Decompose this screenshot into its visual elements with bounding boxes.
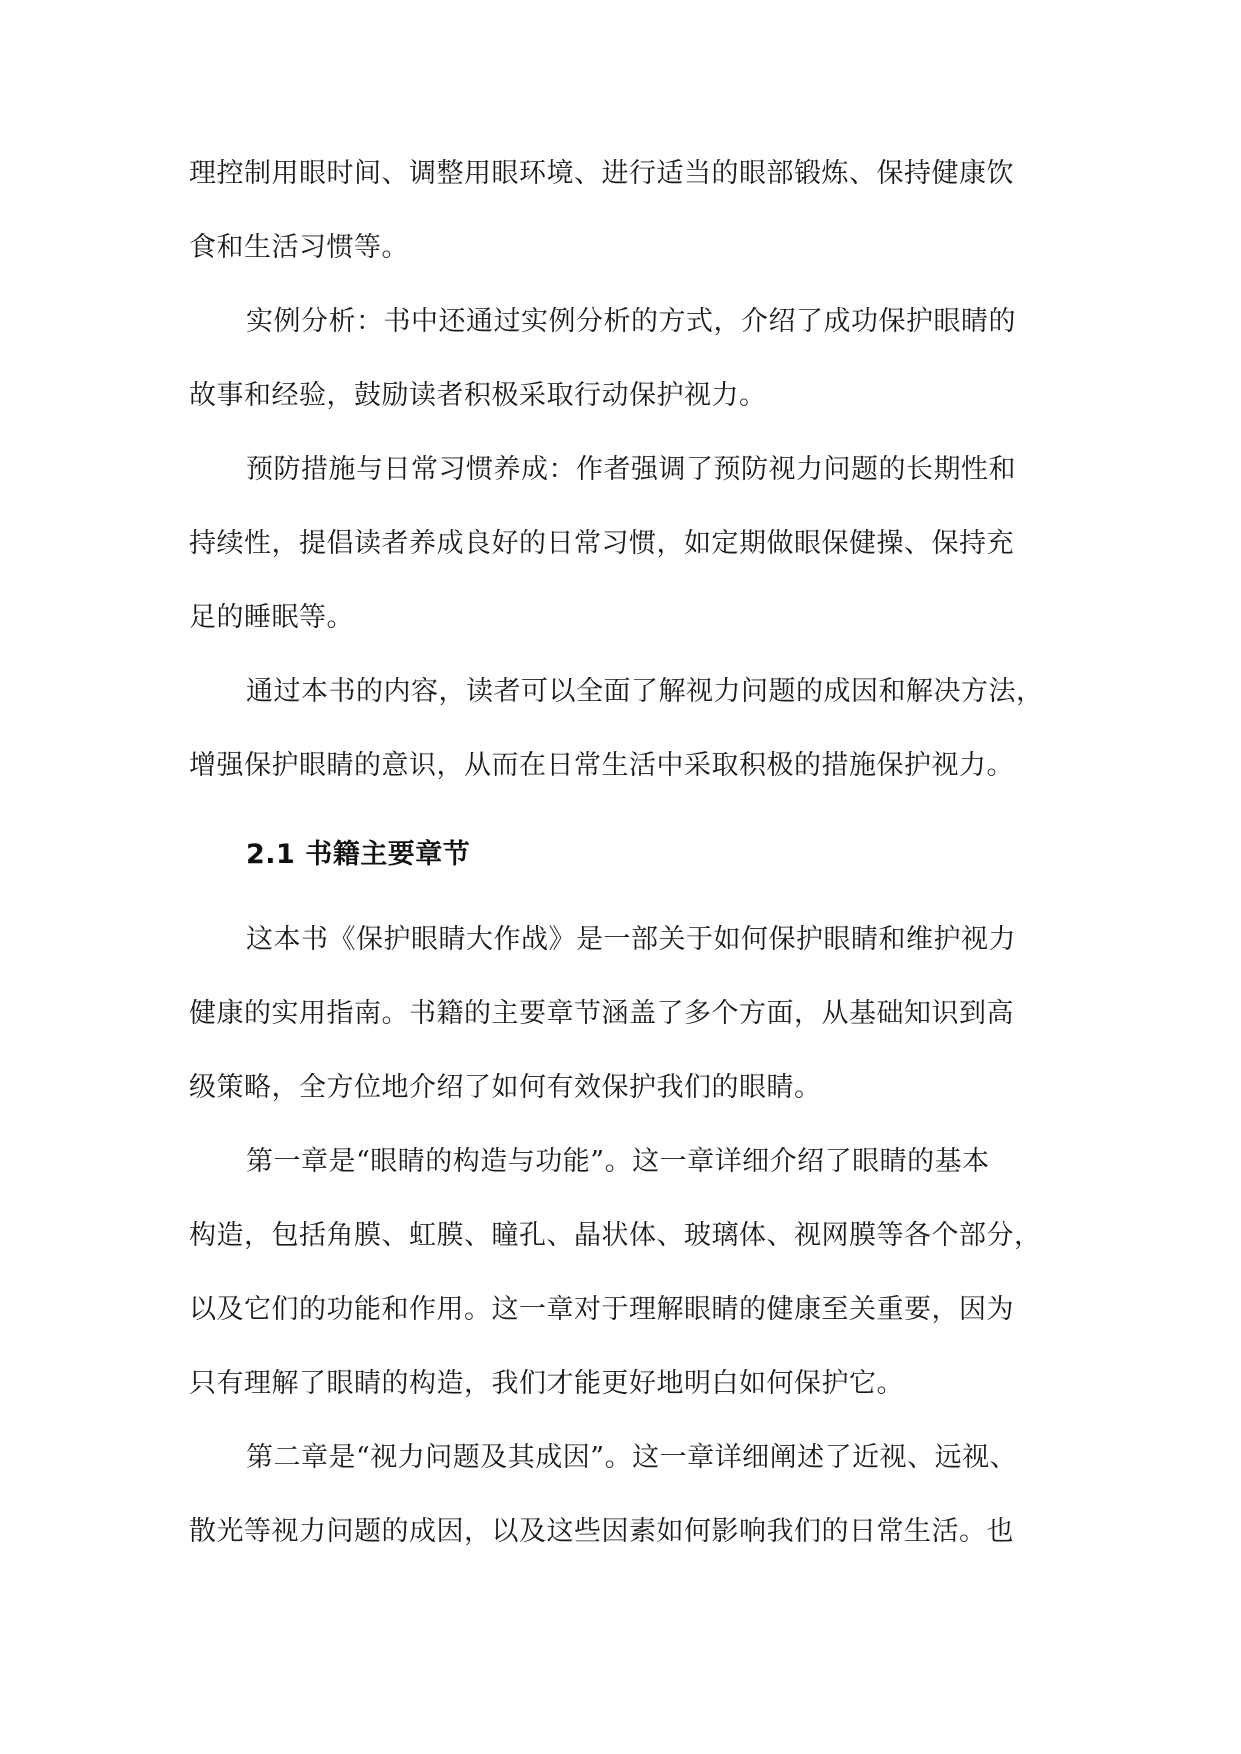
paragraph-first-line: 这本书《保护眼睛大作战》是一部关于如何保护眼睛和维护视力 [246, 924, 1016, 955]
body-line: 足的睡眠等。 [189, 602, 354, 633]
paragraph-first-line: 通过本书的内容，读者可以全面了解视力问题的成因和解决方法， [246, 676, 1044, 707]
body-line: 以及它们的功能和作用。这一章对于理解眼睛的健康至关重要，因为 [189, 1294, 1014, 1325]
paragraph-first-line: 第一章是“眼睛的构造与功能”。这一章详细介绍了眼睛的基本 [246, 1146, 990, 1177]
body-line: 只有理解了眼睛的构造，我们才能更好地明白如何保护它。 [189, 1368, 904, 1399]
body-line: 健康的实用指南。书籍的主要章节涵盖了多个方面，从基础知识到高 [189, 998, 1014, 1029]
section-heading: 2.1 书籍主要章节 [246, 839, 471, 870]
body-line: 级策略，全方位地介绍了如何有效保护我们的眼睛。 [189, 1072, 822, 1103]
body-line: 持续性，提倡读者养成良好的日常习惯，如定期做眼保健操、保持充 [189, 528, 1014, 559]
body-line: 构造，包括角膜、虹膜、瞳孔、晶状体、玻璃体、视网膜等各个部分， [189, 1220, 1042, 1251]
body-line: 食和生活习惯等。 [189, 232, 409, 263]
body-line: 理控制用眼时间、调整用眼环境、进行适当的眼部锻炼、保持健康饮 [189, 158, 1014, 189]
paragraph-first-line: 实例分析：书中还通过实例分析的方式，介绍了成功保护眼睛的 [246, 306, 1016, 337]
paragraph-first-line: 预防措施与日常习惯养成：作者强调了预防视力问题的长期性和 [246, 454, 1016, 485]
body-line: 故事和经验，鼓励读者积极采取行动保护视力。 [189, 380, 767, 411]
paragraph-first-line: 第二章是“视力问题及其成因”。这一章详细阐述了近视、远视、 [246, 1442, 1018, 1473]
body-line: 增强保护眼睛的意识，从而在日常生活中采取积极的措施保护视力。 [189, 750, 1014, 781]
body-line: 散光等视力问题的成因，以及这些因素如何影响我们的日常生活。也 [189, 1516, 1014, 1547]
